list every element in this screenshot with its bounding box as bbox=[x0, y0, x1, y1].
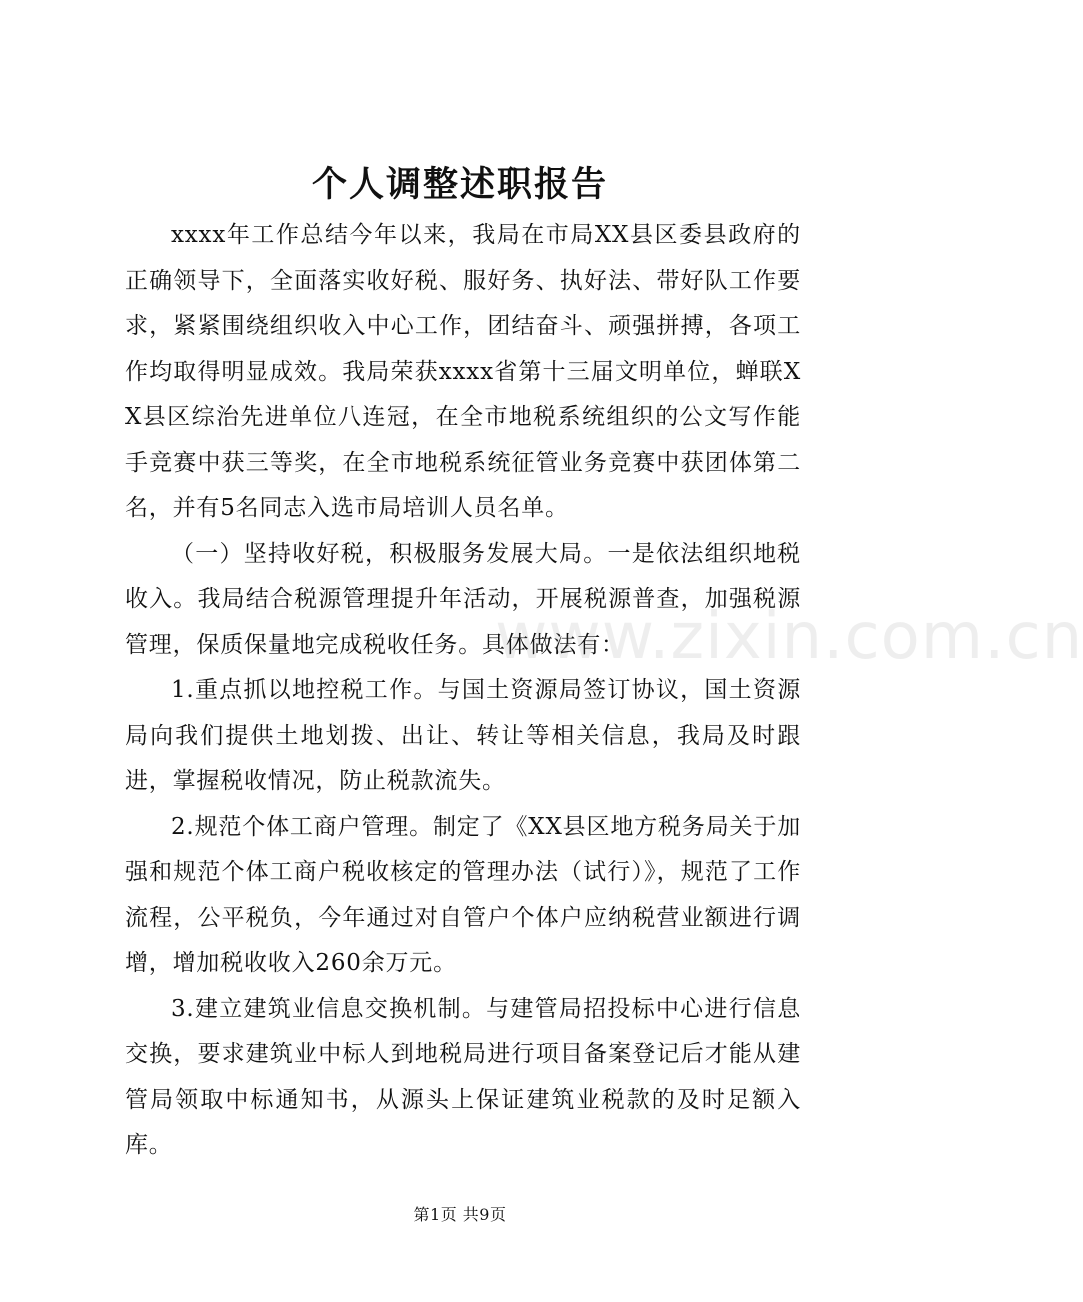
paragraph-item-1: 1.重点抓以地控税工作。与国土资源局签订协议，国土资源局向我们提供土地划拨、出让、转让等相关信息，我局及时跟进，掌握税收情况，防止税款流失。 bbox=[125, 677, 801, 794]
paragraph-intro: xxxx年工作总结今年以来，我局在市局XX县区委县政府的正确领导下，全面落实收好税、服好务、执好法、带好队工作要求，紧紧围绕组织收入中心工作，团结奋斗、顽强拼搏，各项工作均取得明显成效。我局荣获xxxx省第十三届文明单位，蝉联XX县区综治先进单位八连冠，在全市地税系统组织的公文写作能手竞赛中获三等奖，在全市地税系统征管业务竞赛中获团体第二名，并有5名同志入选市局培训人员名单。 bbox=[125, 222, 801, 521]
paragraph-item-2: 2.规范个体工商户管理。制定了《XX县区地方税务局关于加强和规范个体工商户税收核定的管理办法（试行）》，规范了工作流程，公平税负，今年通过对自管户个体户应纳税营业额进行调增，增加税收收入260余万元。 bbox=[125, 813, 801, 976]
paragraph-section-one: （一）坚持收好税，积极服务发展大局。一是依法组织地税收入。我局结合税源管理提升年活动，开展税源普查，加强税源管理，保质保量地完成税收任务。具体做法有： bbox=[125, 540, 801, 658]
document-body bbox=[125, 213, 801, 1169]
document-title: 个人调整述职报告 bbox=[311, 164, 608, 205]
paragraph-item-3: 3.建立建筑业信息交换机制。与建管局招投标中心进行信息交换，要求建筑业中标人到地税局进行项目备案登记后才能从建管局领取中标通知书，从源头上保证建筑业税款的及时足额入库。 bbox=[125, 995, 801, 1158]
page-footer: 第1页 共9页 bbox=[413, 1205, 507, 1224]
watermark: www.zixin.com.cn bbox=[495, 600, 1083, 674]
